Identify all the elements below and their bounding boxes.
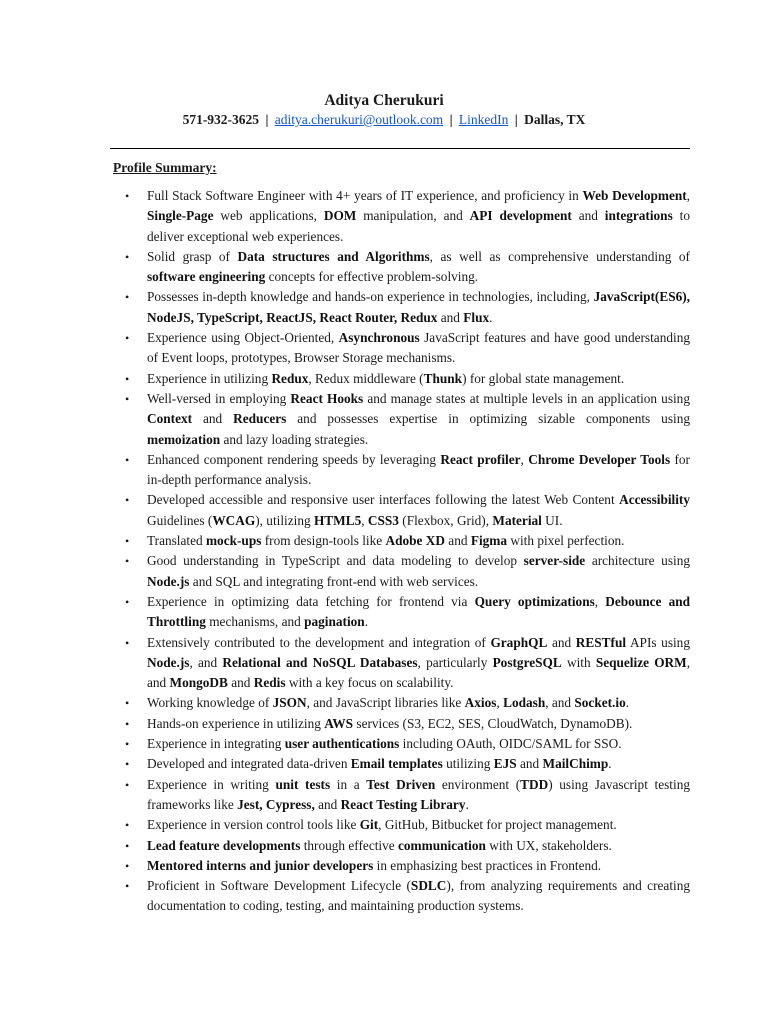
bullet-point-icon: • bbox=[125, 249, 130, 264]
bullet-point-icon: • bbox=[125, 737, 130, 752]
text-run: (Flexbox, Grid), bbox=[398, 512, 493, 528]
bullet-point-icon: • bbox=[125, 493, 130, 508]
bold-keyword: Figma bbox=[470, 533, 508, 549]
bold-keyword: Single-Page bbox=[147, 208, 214, 224]
text-run: Experience in optimizing data fetching for frontend via bbox=[147, 593, 475, 609]
list-item bbox=[125, 856, 690, 876]
bold-keyword: Chrome Developer Tools bbox=[528, 451, 671, 467]
bold-keyword: EJS bbox=[493, 756, 517, 772]
text-run: Working knowledge of bbox=[147, 695, 273, 711]
text-run: , and JavaScript libraries like bbox=[306, 695, 465, 711]
text-run: . bbox=[465, 796, 469, 812]
text-run: Hands-on experience in utilizing bbox=[147, 715, 325, 731]
text-run: , Redux middleware ( bbox=[308, 370, 424, 386]
candidate-name: Aditya Cherukuri bbox=[324, 92, 444, 109]
bold-keyword: Jest, Cypress, bbox=[237, 796, 315, 812]
bold-keyword: Axios bbox=[464, 695, 497, 711]
bold-keyword: memoization bbox=[147, 431, 221, 447]
text-run: and SQL and integrating front-end with web services. bbox=[189, 573, 479, 589]
text-run: for in-depth performance analysis. bbox=[147, 451, 690, 488]
separator: | bbox=[514, 112, 518, 127]
text-run: ) for global state management. bbox=[462, 370, 625, 386]
bold-keyword: HTML5 bbox=[313, 512, 362, 528]
email-link[interactable]: aditya.cherukuri@outlook.com bbox=[274, 112, 444, 127]
bold-keyword: Material bbox=[492, 512, 542, 528]
bullet-point-icon: • bbox=[125, 879, 130, 894]
text-run: through effective bbox=[300, 837, 398, 853]
list-item bbox=[125, 186, 690, 247]
list-item bbox=[125, 754, 690, 774]
bold-keyword: Test Driven bbox=[366, 776, 436, 792]
bullet-point-icon: • bbox=[125, 757, 130, 772]
text-run: and bbox=[227, 675, 254, 691]
bold-keyword: React Testing Library bbox=[340, 796, 466, 812]
list-item bbox=[125, 633, 691, 694]
text-run: Enhanced component rendering speeds by leveraging bbox=[147, 451, 441, 467]
text-run: utilizing bbox=[442, 756, 494, 772]
bullet-point-icon: • bbox=[125, 858, 130, 873]
text-run: environment ( bbox=[435, 776, 521, 792]
bold-keyword: MailChimp bbox=[542, 756, 609, 772]
text-run: ), from analyzing requirements and creating documentation to coding, testing, and maintaining production systems. bbox=[147, 878, 691, 914]
bullet-point-icon: • bbox=[125, 594, 130, 609]
list-item bbox=[125, 328, 690, 369]
bold-keyword: JavaScript(ES6), NodeJS, TypeScript, ReactJS, React Router, Redux bbox=[147, 289, 690, 325]
text-run: and bbox=[571, 208, 605, 224]
text-run: in emphasizing best practices in Frontend. bbox=[373, 857, 602, 873]
text-run: APIs using bbox=[626, 634, 690, 650]
text-run: and bbox=[437, 309, 464, 325]
bold-keyword: Web Development bbox=[582, 188, 687, 203]
bold-keyword: DOM bbox=[323, 208, 357, 224]
bold-keyword: Sequelize ORM bbox=[595, 654, 687, 670]
list-item bbox=[125, 450, 690, 491]
bold-keyword: Node.js bbox=[147, 573, 190, 589]
profile-summary-list bbox=[125, 186, 691, 917]
text-run: concepts for effective problem-solving. bbox=[265, 269, 479, 285]
text-run: Experience using Object-Oriented, bbox=[147, 330, 339, 346]
bullet-point-icon: • bbox=[125, 331, 130, 346]
contact-line bbox=[0, 112, 768, 128]
text-run: and manage states at multiple levels in an application using bbox=[363, 390, 690, 406]
text-run: with UX, stakeholders. bbox=[485, 837, 612, 853]
bold-keyword: Asynchronous bbox=[338, 330, 420, 346]
bold-keyword: Relational and NoSQL Databases bbox=[222, 654, 418, 670]
text-run: Experience in integrating bbox=[147, 736, 285, 752]
bold-keyword: React profiler bbox=[440, 451, 521, 467]
text-run: Well-versed in employing bbox=[147, 390, 291, 406]
text-run: services (S3, EC2, SES, CloudWatch, DynamoDB). bbox=[353, 715, 633, 731]
text-run: Experience in writing bbox=[147, 776, 276, 792]
text-run: , and bbox=[189, 654, 223, 670]
text-run: Good understanding in TypeScript and data modeling to develop bbox=[147, 553, 524, 569]
text-run: mechanisms, and bbox=[205, 614, 305, 630]
bullet-point-icon: • bbox=[125, 554, 130, 569]
bullet-point-icon: • bbox=[125, 534, 130, 549]
bold-keyword: Redux bbox=[271, 370, 309, 386]
text-run: in a bbox=[330, 776, 367, 792]
list-item bbox=[125, 876, 691, 917]
list-item bbox=[125, 287, 690, 328]
text-run: and possesses expertise in optimizing sizable components using bbox=[286, 411, 690, 427]
list-item bbox=[125, 815, 690, 835]
text-run: Guidelines ( bbox=[147, 512, 213, 528]
separator: | bbox=[265, 112, 269, 127]
bold-keyword: API development bbox=[469, 208, 572, 224]
list-item bbox=[125, 693, 690, 713]
text-run: , and bbox=[545, 695, 575, 711]
text-run: architecture using bbox=[585, 553, 690, 569]
text-run: Solid grasp of bbox=[147, 248, 238, 264]
text-run: Developed and integrated data-driven bbox=[147, 756, 351, 772]
bold-keyword: Lead feature developments bbox=[147, 837, 301, 853]
bold-keyword: GraphQL bbox=[490, 634, 548, 650]
text-run: UI. bbox=[541, 512, 563, 528]
bold-keyword: Redis bbox=[253, 675, 286, 691]
bold-keyword: Data structures and Algorithms bbox=[237, 248, 430, 264]
bold-keyword: PostgreSQL bbox=[492, 654, 562, 670]
text-run: Experience in version control tools like bbox=[147, 817, 360, 833]
phone-number: 571-932-3625 bbox=[182, 112, 260, 127]
bold-keyword: Debounce and Throttling bbox=[147, 593, 691, 630]
text-run: manipulation, and bbox=[356, 208, 470, 224]
bold-keyword: Reducers bbox=[233, 411, 287, 427]
text-run: , bbox=[361, 512, 368, 528]
separator: | bbox=[449, 112, 453, 127]
list-item bbox=[125, 247, 690, 288]
bold-keyword: communication bbox=[398, 837, 486, 853]
text-run: Full Stack Software Engineer with 4+ years of IT experience, and proficiency in bbox=[147, 188, 583, 203]
bold-keyword: TDD bbox=[520, 776, 549, 792]
text-run: JavaScript features and have good understanding of Event loops, prototypes, Browser Storage mechanisms. bbox=[147, 330, 690, 366]
header-divider bbox=[110, 148, 690, 149]
bold-keyword: MongoDB bbox=[169, 675, 228, 691]
list-item bbox=[125, 836, 690, 856]
bold-keyword: CSS3 bbox=[367, 512, 399, 528]
list-item bbox=[125, 490, 690, 531]
text-run: , GitHub, Bitbucket for project management. bbox=[378, 817, 617, 833]
text-run: to deliver exceptional web experiences. bbox=[147, 208, 690, 244]
text-run: . bbox=[489, 309, 493, 325]
list-item bbox=[125, 551, 690, 592]
text-run: , as well as comprehensive understanding of bbox=[429, 248, 690, 264]
bullet-point-icon: • bbox=[125, 635, 130, 650]
bold-keyword: Query optimizations bbox=[474, 593, 595, 609]
list-item bbox=[125, 734, 690, 754]
text-run: , particularly bbox=[417, 654, 493, 670]
bullet-point-icon: • bbox=[125, 777, 130, 792]
bullet-point-icon: • bbox=[125, 452, 130, 467]
text-run: Extensively contributed to the development and integration of bbox=[147, 634, 491, 650]
text-run: web applications, bbox=[213, 208, 324, 224]
bold-keyword: integrations bbox=[604, 208, 673, 224]
text-run: Experience in utilizing bbox=[147, 370, 272, 386]
text-run: ) using Javascript testing frameworks like bbox=[147, 776, 690, 812]
text-run: , bbox=[520, 451, 529, 467]
bullet-point-icon: • bbox=[125, 189, 130, 203]
bullet-point-icon: • bbox=[125, 696, 130, 711]
bold-keyword: Email templates bbox=[350, 756, 443, 772]
bold-keyword: Adobe XD bbox=[385, 533, 445, 549]
bold-keyword: Flux bbox=[463, 309, 490, 325]
location: Dallas, TX bbox=[524, 112, 586, 127]
bullet-point-icon: • bbox=[125, 391, 130, 406]
bold-keyword: WCAG bbox=[212, 512, 256, 528]
section-title-profile-summary: Profile Summary: bbox=[113, 160, 217, 175]
list-item bbox=[125, 531, 690, 551]
bold-keyword: SDLC bbox=[410, 878, 447, 894]
list-item bbox=[125, 775, 690, 816]
text-run: , and bbox=[147, 654, 691, 691]
text-run: and bbox=[314, 796, 341, 812]
bold-keyword: software engineering bbox=[147, 269, 266, 285]
bold-keyword: AWS bbox=[324, 715, 354, 731]
bold-keyword: server-side bbox=[523, 553, 586, 569]
text-run: . bbox=[608, 756, 612, 772]
text-run: with bbox=[561, 654, 596, 670]
bullet-point-icon: • bbox=[125, 818, 130, 833]
list-item bbox=[125, 389, 690, 450]
text-run: , bbox=[496, 695, 504, 711]
list-item bbox=[125, 369, 690, 389]
text-run: , bbox=[594, 593, 606, 609]
bold-keyword: mock-ups bbox=[205, 533, 262, 549]
bold-keyword: Socket.io bbox=[574, 695, 626, 711]
bullet-point-icon: • bbox=[125, 716, 130, 731]
bold-keyword: Git bbox=[359, 817, 379, 833]
bold-keyword: Mentored interns and junior developers bbox=[147, 857, 374, 873]
text-run: from design-tools like bbox=[261, 533, 386, 549]
text-run: with a key focus on scalability. bbox=[285, 675, 454, 691]
bullet-point-icon: • bbox=[125, 371, 130, 386]
text-run: and bbox=[547, 634, 576, 650]
text-run: Translated bbox=[147, 533, 206, 549]
text-run: Proficient in Software Development Lifecycle ( bbox=[147, 878, 411, 894]
text-run: . bbox=[625, 695, 630, 711]
bold-keyword: JSON bbox=[272, 695, 307, 711]
bold-keyword: Node.js bbox=[147, 654, 190, 670]
text-run: ), utilizing bbox=[255, 512, 314, 528]
bold-keyword: Lodash bbox=[503, 695, 546, 711]
list-item bbox=[125, 592, 691, 633]
text-run: including OAuth, OIDC/SAML for SSO. bbox=[399, 736, 622, 752]
bold-keyword: user authentications bbox=[284, 736, 400, 752]
text-run: Possesses in-depth knowledge and hands-on experience in technologies, including, bbox=[147, 289, 594, 305]
text-run: and bbox=[192, 411, 234, 427]
text-run: and bbox=[444, 533, 471, 549]
text-run: and lazy loading strategies. bbox=[220, 431, 369, 447]
bullet-point-icon: • bbox=[125, 838, 130, 853]
text-run: Developed accessible and responsive user interfaces following the latest Web Content bbox=[147, 492, 620, 508]
bold-keyword: RESTful bbox=[575, 634, 627, 650]
bold-keyword: Thunk bbox=[423, 370, 463, 386]
bold-keyword: Accessibility bbox=[619, 492, 690, 508]
linkedin-link[interactable]: LinkedIn bbox=[458, 112, 509, 127]
text-run: and bbox=[516, 756, 543, 772]
bold-keyword: Context bbox=[147, 411, 193, 427]
bold-keyword: unit tests bbox=[275, 776, 331, 792]
bullet-point-icon: • bbox=[125, 290, 130, 305]
text-run: with pixel perfection. bbox=[507, 533, 625, 549]
list-item bbox=[125, 714, 690, 734]
text-run: , bbox=[686, 188, 690, 203]
bold-keyword: pagination bbox=[304, 614, 365, 630]
bold-keyword: React Hooks bbox=[290, 390, 364, 406]
text-run: . bbox=[364, 614, 369, 630]
